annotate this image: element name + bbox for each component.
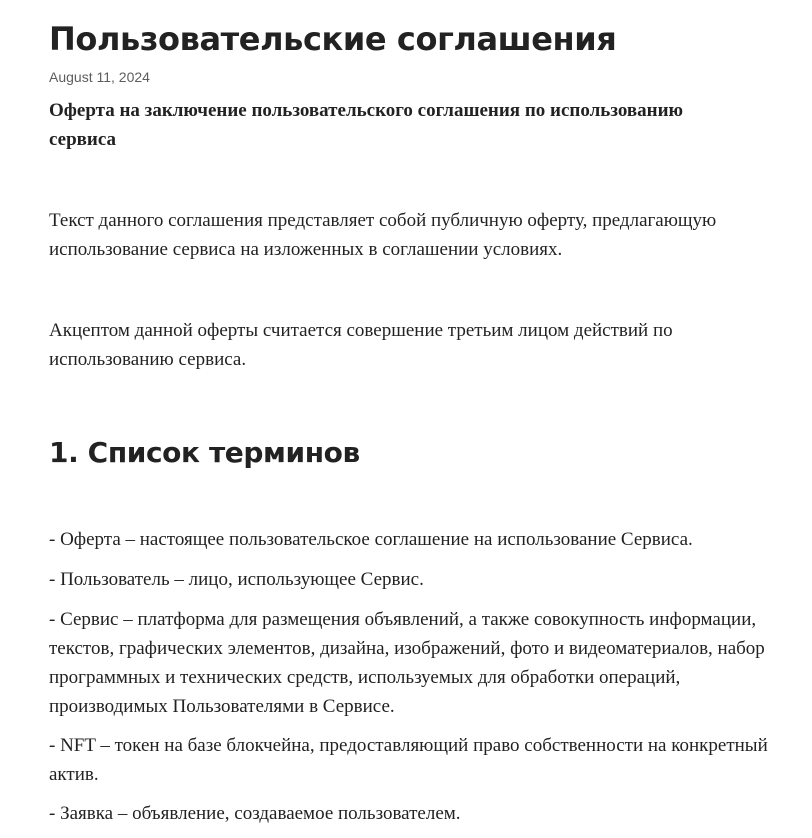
term-item-user: - Пользователь – лицо, использующее Сервис.	[49, 569, 424, 590]
term-item-request: - Заявка – объявление, создаваемое пользователем.	[49, 803, 461, 824]
intro-paragraph-acceptance: Акцептом данной оферты считается совершение третьим лицом действий по использованию сервиса.	[49, 320, 673, 370]
post-date: August 11, 2024	[49, 69, 150, 85]
term-item-offer: - Оферта – настоящее пользовательское соглашение на использование Сервиса.	[49, 529, 693, 550]
term-item-service: - Сервис – платформа для размещения объявлений, а также совокупность информации, текстов, графических элементов, дизайна, изображений, фото и видеоматериалов, набор программных и технических средств, используемых для обработки операций, производимых Пользователями в Сервисе.	[49, 609, 765, 717]
page-title: Пользовательские соглашения	[49, 20, 617, 58]
intro-paragraph-offer: Текст данного соглашения представляет собой публичную оферту, предлагающую использование сервиса на изложенных в соглашении условиях.	[49, 210, 717, 260]
lead-heading: Оферта на заключение пользовательского соглашения по использованию сервиса	[49, 100, 684, 150]
section-heading-terms: 1. Список терминов	[49, 436, 360, 469]
term-item-nft: - NFT – токен на базе блокчейна, предоставляющий право собственности на конкретный актив.	[49, 735, 768, 785]
